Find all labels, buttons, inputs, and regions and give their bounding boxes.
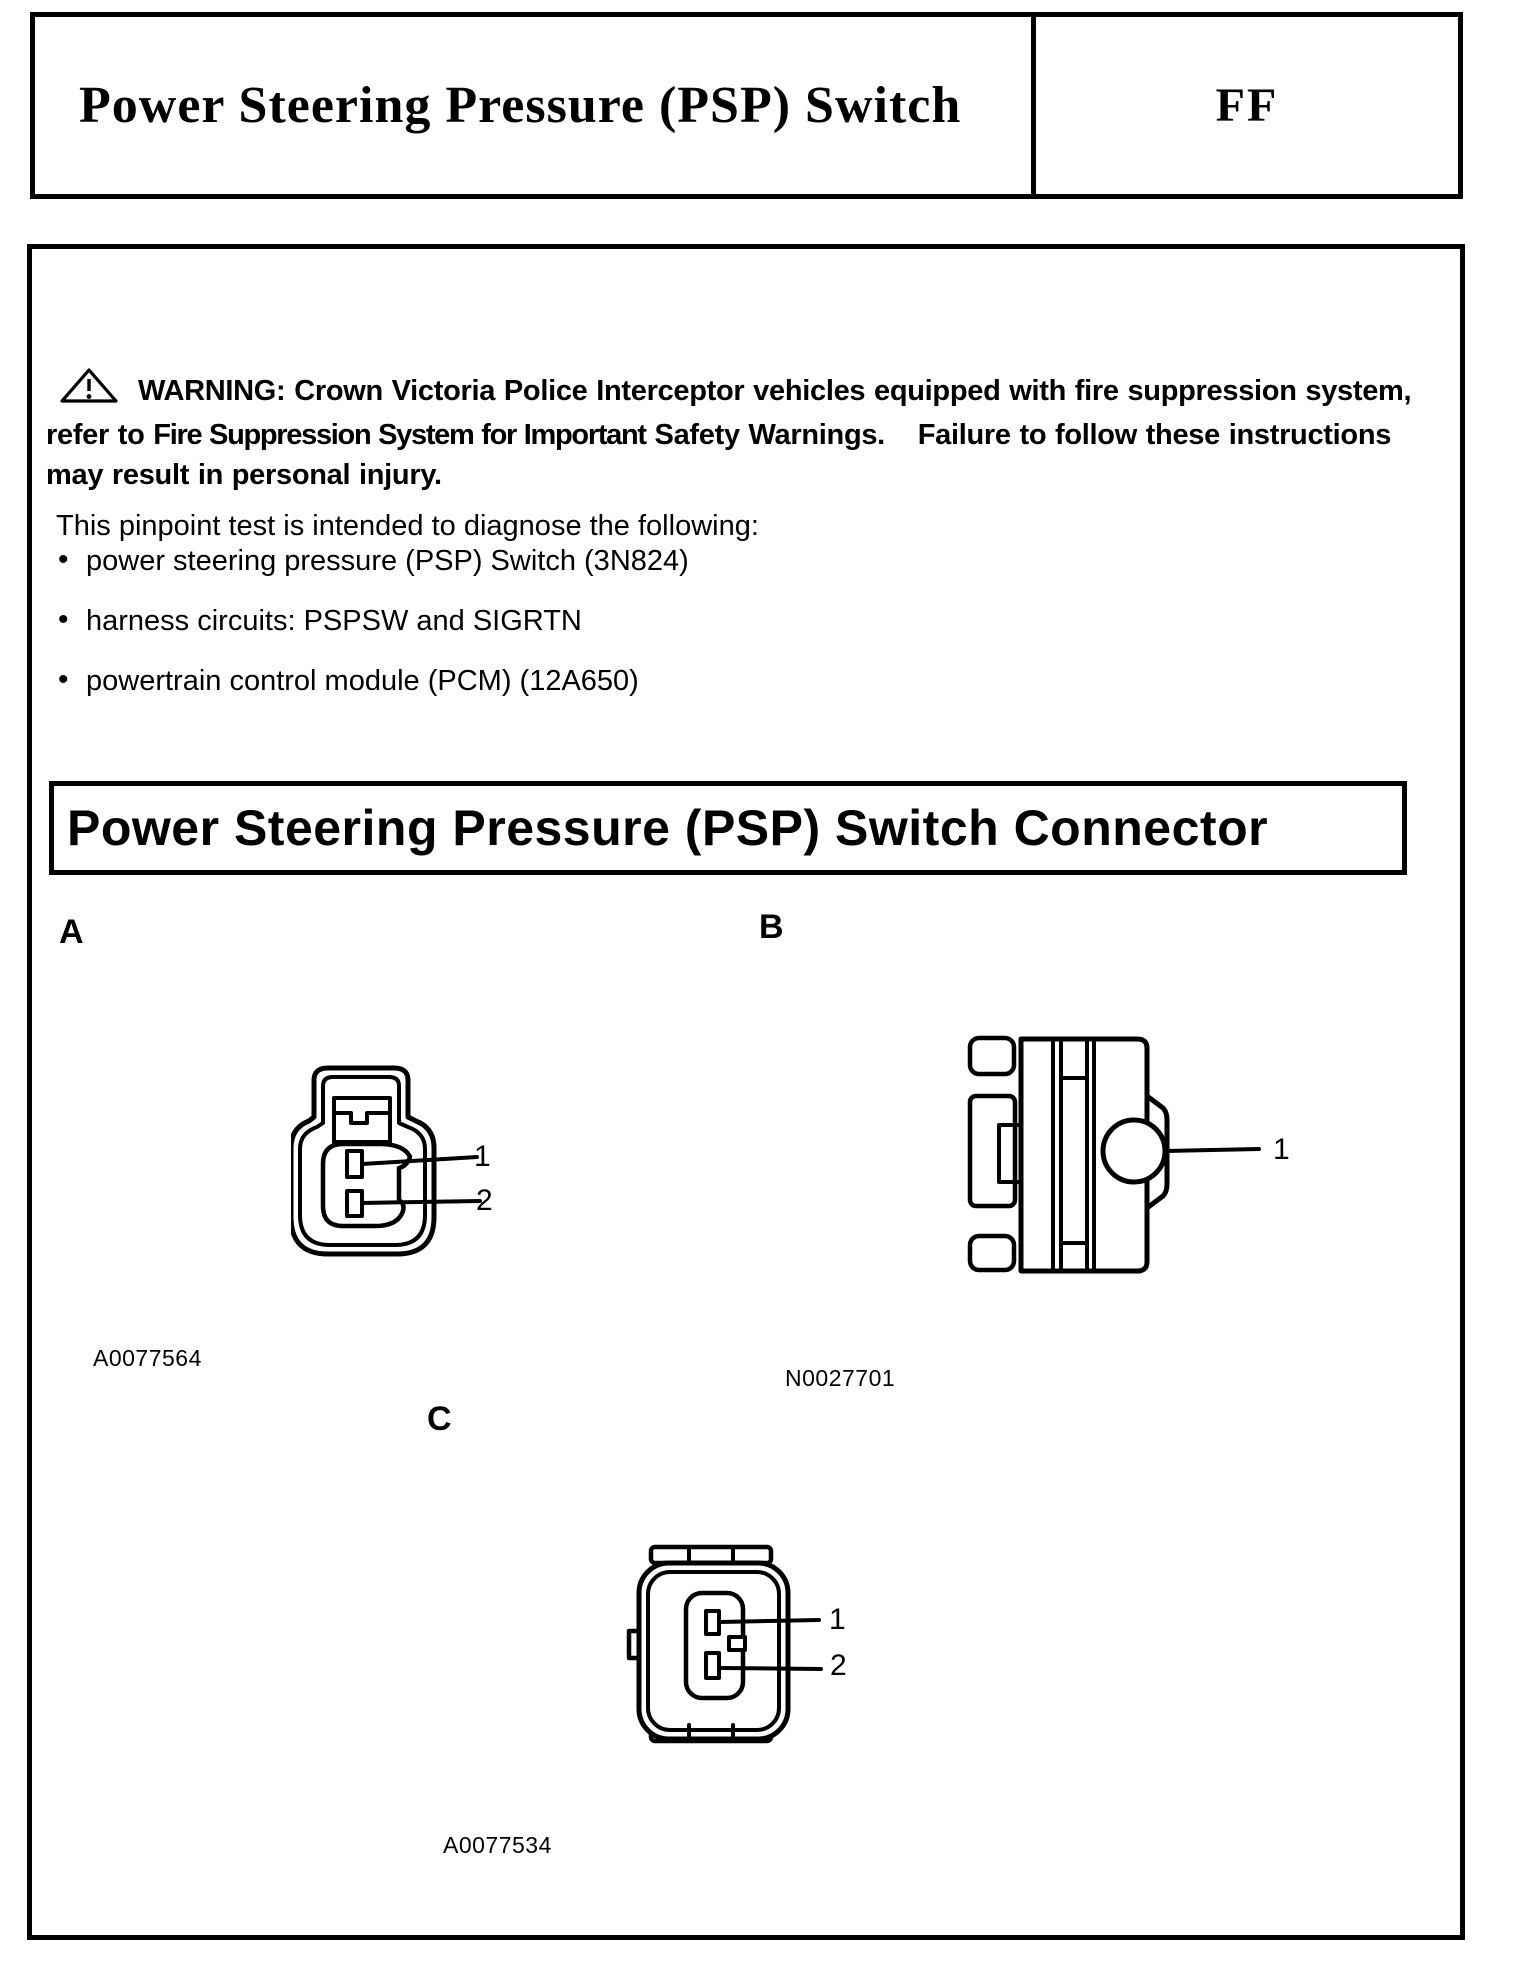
connector-figures — [32, 901, 1466, 1939]
pin-1-leader-line — [719, 1620, 819, 1622]
pin-2-leader-line — [362, 1201, 480, 1203]
connector-b-bottom-tab — [970, 1236, 1014, 1270]
connector-c-diagram — [623, 1541, 828, 1753]
warning-body-2: Safety Warnings. — [654, 419, 885, 451]
pin-2-leader-line — [719, 1668, 821, 1669]
connector-b-diagram — [966, 1034, 1266, 1276]
connector-b-left-body — [970, 1096, 1015, 1206]
connector-c-pin-2 — [706, 1653, 719, 1678]
warning-body-3: Failure to follow these instructions may result in personal injury. — [46, 419, 1392, 491]
view-label-c: C — [427, 1400, 452, 1438]
figure-caption-a: A0077564 — [93, 1345, 202, 1371]
pin-number: 1 — [829, 1603, 846, 1636]
pin-number: 2 — [476, 1184, 493, 1217]
header-code-cell — [1036, 17, 1458, 194]
pin-number: 2 — [830, 1649, 847, 1682]
pin-1-leader-line — [1165, 1149, 1259, 1151]
section-title-box — [49, 781, 1407, 875]
intro-text: This pinpoint test is intended to diagnose the following: — [56, 510, 759, 542]
warning-triangle-icon — [60, 368, 118, 415]
connector-a-cavity — [323, 1144, 410, 1226]
connector-a-diagram — [291, 1065, 486, 1259]
content-box — [27, 244, 1465, 1940]
connector-a-pin-1 — [347, 1151, 362, 1177]
section-title: Power Steering Pressure (PSP) Switch Connector — [67, 800, 1269, 856]
page-title: Power Steering Pressure (PSP) Switch — [79, 77, 962, 134]
connector-b-top-tab — [970, 1038, 1014, 1074]
warning-prefix: WARNING: — [138, 375, 286, 407]
connector-c-key-notch — [729, 1637, 745, 1650]
list-item: • power steering pressure (PSP) Switch (3N824) — [86, 544, 689, 578]
warning-body-1: Crown Victoria Police Interceptor vehicles equipped with fire suppression system, refer to — [46, 375, 1412, 451]
warning-reference: Fire Suppression System for Important — [153, 419, 646, 451]
view-label-a: A — [59, 913, 84, 951]
pin-number: 1 — [474, 1140, 491, 1173]
view-label-b: B — [759, 908, 784, 946]
diagnosis-list — [56, 544, 689, 724]
list-item: • harness circuits: PSPSW and SIGRTN — [86, 604, 689, 638]
connector-b-terminal-1 — [1103, 1120, 1165, 1182]
pin-number: 1 — [1273, 1133, 1290, 1166]
list-item: • powertrain control module (PCM) (12A650) — [86, 664, 689, 698]
connector-a-pin-2 — [347, 1191, 362, 1216]
section-code: FF — [1215, 79, 1279, 132]
figure-caption-c: A0077534 — [443, 1832, 552, 1858]
header-title-cell — [35, 17, 1036, 194]
figure-caption-b: N0027701 — [785, 1365, 896, 1391]
page-header — [30, 12, 1463, 199]
connector-c-pin-1 — [706, 1611, 719, 1634]
warning-paragraph — [46, 368, 1418, 495]
